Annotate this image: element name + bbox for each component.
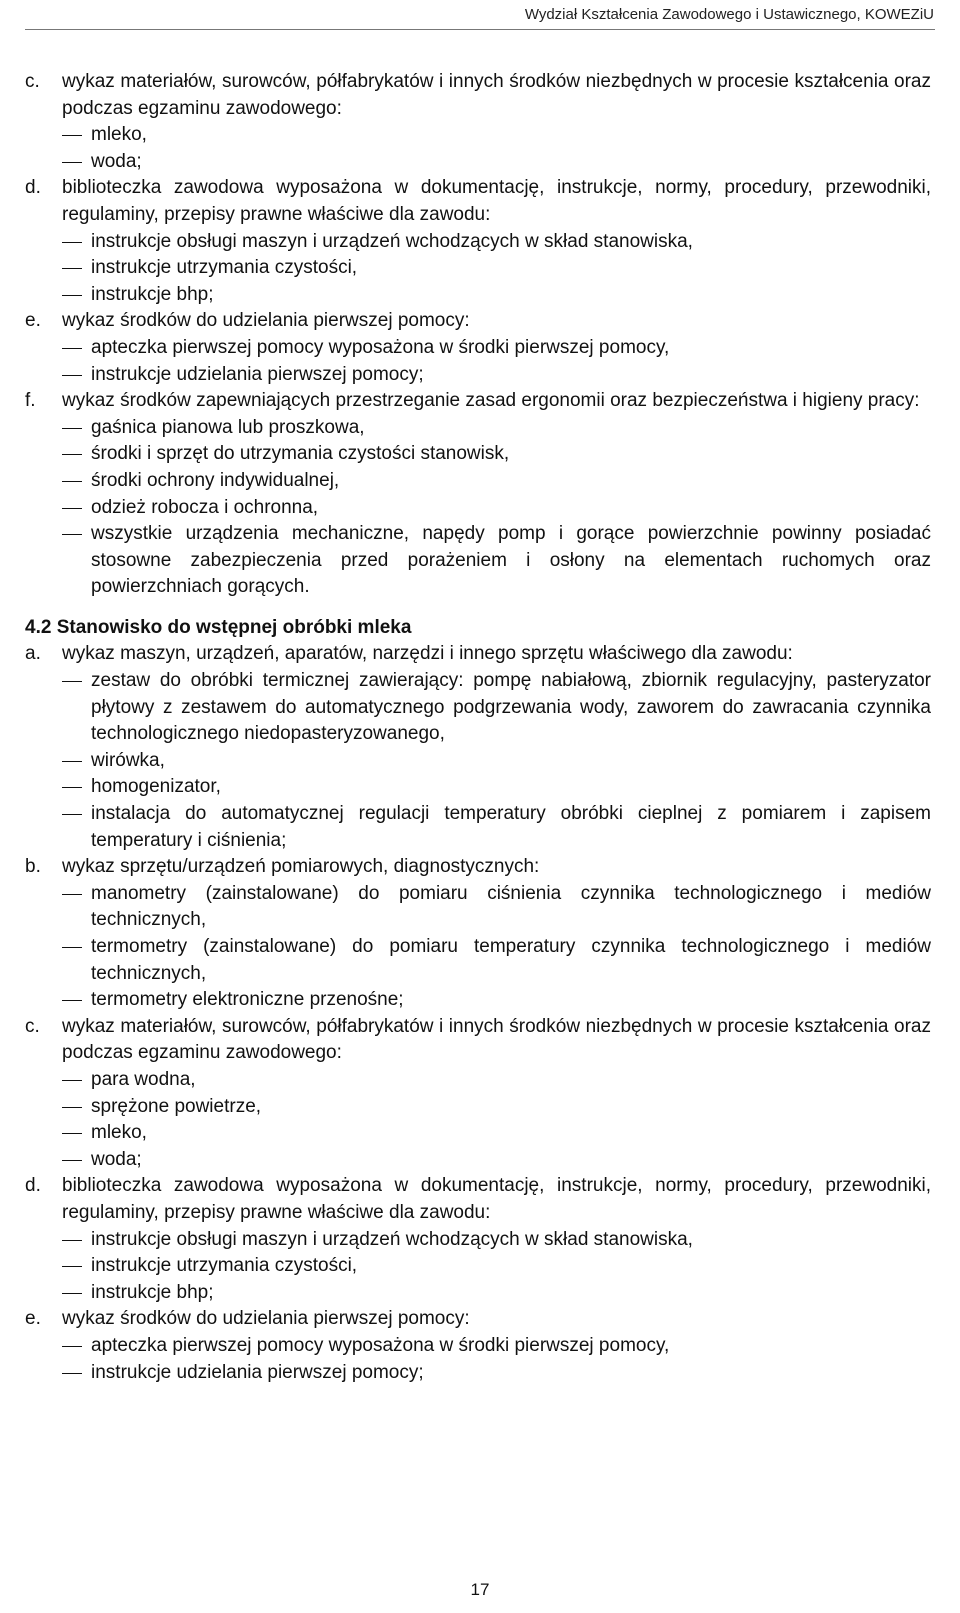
dash-list-item: apteczka pierwszej pomocy wyposażona w środki pierwszej pomocy, — [62, 1333, 931, 1360]
list-item-letter: f. — [25, 390, 36, 412]
dash-list-item: mleko, — [62, 122, 931, 149]
list-item — [25, 308, 931, 388]
list-item-text: wykaz środków zapewniających przestrzeganie zasad ergonomii oraz bezpieczeństwa i higieny pracy: — [62, 390, 920, 412]
document-body — [25, 69, 931, 1386]
list-item-text: wykaz maszyn, urządzeń, aparatów, narzędzi i innego sprzętu właściwego dla zawodu: — [62, 643, 793, 665]
list-item-letter: e. — [25, 1308, 41, 1330]
list-item — [25, 1306, 931, 1386]
dash-list-item: woda; — [62, 1147, 931, 1174]
dash-list-item: instrukcje utrzymania czystości, — [62, 255, 931, 282]
dash-list-item: wszystkie urządzenia mechaniczne, napędy pomp i gorące powierzchnie powinny posiadać stosowne zabezpieczenia przed porażeniem i osłony na elementach ruchomych oraz powierzchniach gorących. — [62, 521, 931, 601]
dash-list-item: woda; — [62, 149, 931, 176]
dash-list-item: instrukcje udzielania pierwszej pomocy; — [62, 362, 931, 389]
dash-list-item: para wodna, — [62, 1067, 931, 1094]
list-item-text: biblioteczka zawodowa wyposażona w dokumentację, instrukcje, normy, procedury, przewodniki, regulaminy, przepisy prawne właściwe dla zawodu: — [62, 177, 931, 225]
list-item-letter: c. — [25, 71, 40, 92]
dash-list-item: termometry (zainstalowane) do pomiaru temperatury czynnika technologicznego i mediów technicznych, — [62, 934, 931, 987]
dash-list-item: wirówka, — [62, 748, 931, 775]
dash-list-item: instrukcje utrzymania czystości, — [62, 1253, 931, 1280]
list-item-text: biblioteczka zawodowa wyposażona w dokumentację, instrukcje, normy, procedury, przewodniki, regulaminy, przepisy prawne właściwe dla zawodu: — [62, 1175, 931, 1223]
dash-list-item: instalacja do automatycznej regulacji temperatury obróbki cieplnej z pomiarem i zapisem temperatury i ciśnienia; — [62, 801, 931, 854]
section-title: 4.2 Stanowisko do wstępnej obróbki mleka — [25, 616, 412, 638]
dash-list-item: instrukcje obsługi maszyn i urządzeń wchodzących w skład stanowiska, — [62, 1227, 931, 1254]
dash-list-item: mleko, — [62, 1120, 931, 1147]
dash-list-item: termometry elektroniczne przenośne; — [62, 987, 931, 1014]
list-item-letter: c. — [25, 1015, 40, 1037]
list-item — [25, 1014, 931, 1174]
page-number: 17 — [470, 1580, 490, 1599]
list-item — [25, 69, 931, 175]
list-item-text: wykaz sprzętu/urządzeń pomiarowych, diagnostycznych: — [62, 856, 540, 878]
list-item-letter: d. — [25, 1175, 41, 1197]
dash-list-item: sprężone powietrze, — [62, 1094, 931, 1121]
dash-list-item: odzież robocza i ochronna, — [62, 495, 931, 522]
list-item — [25, 854, 931, 1014]
list-item — [25, 1173, 931, 1306]
dash-list-item: instrukcje obsługi maszyn i urządzeń wchodzących w skład stanowiska, — [62, 229, 931, 256]
header-divider — [25, 29, 935, 30]
list-item-text: wykaz materiałów, surowców, półfabrykatów i innych środków niezbędnych w procesie kształcenia oraz podczas egzaminu zawodowego: — [62, 71, 931, 119]
dash-list-item: homogenizator, — [62, 774, 931, 801]
list-item-text: wykaz materiałów, surowców, półfabrykatów i innych środków niezbędnych w procesie kształcenia oraz podczas egzaminu zawodowego: — [62, 1015, 931, 1064]
dash-list-item: gaśnica pianowa lub proszkowa, — [62, 415, 931, 442]
dash-list-item: instrukcje udzielania pierwszej pomocy; — [62, 1360, 931, 1387]
list-item-letter: a. — [25, 643, 41, 665]
list-item-letter: b. — [25, 856, 41, 878]
dash-list-item: zestaw do obróbki termicznej zawierający: pompę nabiałową, zbiornik regulacyjny, pasteryzator płytowy z zestawem do automatycznego podgrzewania wody, zaworem do zawracania czynnika technologicznego niedopasteryzowanego, — [62, 668, 931, 748]
list-item — [25, 641, 931, 854]
list-item-letter: d. — [25, 177, 41, 199]
dash-list-item: instrukcje bhp; — [62, 282, 931, 309]
list-item — [25, 388, 931, 601]
list-item-text: wykaz środków do udzielania pierwszej pomocy: — [62, 1308, 470, 1330]
list-item-text: wykaz środków do udzielania pierwszej pomocy: — [62, 310, 470, 332]
dash-list-item: manometry (zainstalowane) do pomiaru ciśnienia czynnika technologicznego i mediów technicznych, — [62, 881, 931, 934]
list-item — [25, 175, 931, 308]
dash-list-item: środki ochrony indywidualnej, — [62, 468, 931, 495]
dash-list-item: instrukcje bhp; — [62, 1280, 931, 1307]
page-header: Wydział Kształcenia Zawodowego i Ustawicznego, KOWEZiU — [524, 6, 934, 23]
dash-list-item: apteczka pierwszej pomocy wyposażona w środki pierwszej pomocy, — [62, 335, 931, 362]
dash-list-item: środki i sprzęt do utrzymania czystości stanowisk, — [62, 441, 931, 468]
list-item-letter: e. — [25, 310, 41, 332]
